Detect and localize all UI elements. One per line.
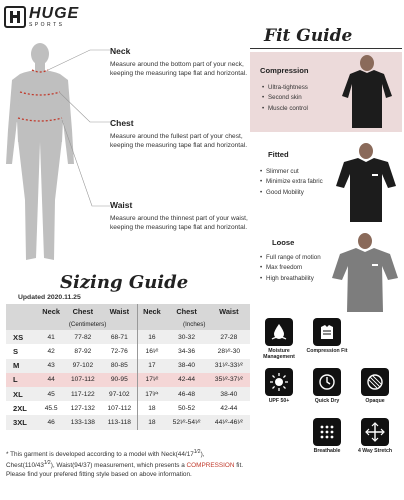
fit-feature: • Minimize extra fabric	[260, 178, 324, 186]
waist-measure	[110, 200, 250, 233]
unit-cell	[6, 318, 38, 330]
brand-name: HUGE	[29, 5, 80, 22]
table-cell: 38-40	[208, 387, 250, 401]
table-cell: 113-118	[101, 415, 138, 429]
fit-guide-title: Fit Guide	[264, 26, 353, 46]
table-row	[6, 415, 250, 429]
chest-measure	[110, 118, 250, 151]
table-cell: 77-82	[65, 330, 102, 344]
table-cell: 42	[47, 347, 55, 355]
neck-measure	[110, 46, 250, 79]
feature-label: Moisture Management	[263, 348, 295, 361]
chest-measure-desc: Measure around the fullest part of your chest, keeping the measuring tape flat and horizontal.	[110, 133, 248, 149]
table-cell: 41	[38, 330, 65, 344]
table-cell: 107-112	[107, 404, 132, 412]
table-cell: 46-48	[165, 387, 207, 401]
table-cell: 42-44	[220, 404, 238, 412]
stretch-icon	[361, 418, 389, 446]
feature-label: Opaque	[365, 398, 385, 404]
fit-feature: • High breathability	[260, 275, 326, 283]
table-header: Neck	[138, 304, 166, 318]
size-cell: XS	[6, 330, 38, 344]
table-cell: 30-32	[165, 330, 207, 344]
brand-sub: SPORTS	[29, 22, 65, 28]
table-header: Chest	[165, 304, 207, 318]
fit-feature: • Max freedom	[260, 264, 326, 272]
table-cell: 127-132	[70, 404, 95, 412]
table-row	[6, 330, 250, 344]
table-header: Waist	[101, 304, 138, 318]
table-cell: 68-71	[101, 330, 138, 344]
quick-dry-icon	[313, 368, 341, 396]
upf-icon	[265, 368, 293, 396]
table-cell: 17¹⁄²	[138, 373, 166, 387]
footnote-text: ), Chest(110/43	[6, 451, 205, 469]
size-table	[6, 304, 250, 430]
table-header-row	[6, 304, 250, 318]
logo-mark-icon	[4, 6, 26, 28]
unit-cell-inches: (Inches)	[138, 318, 250, 330]
compression-shirt-image	[336, 54, 398, 130]
table-cell: 90-95	[101, 373, 138, 387]
neck-measure-title: Neck	[110, 46, 131, 56]
table-cell: 52¹⁄²-54¹⁄²	[165, 415, 207, 429]
size-cell: M	[6, 359, 38, 373]
feature-moisture	[256, 318, 302, 360]
body-measurement-figure	[0, 30, 110, 270]
loose-shirt-image	[330, 232, 400, 314]
footnote-text: * This garment is developed according to a model with Neck(44/17	[6, 451, 194, 459]
table-cell: 107-112	[65, 373, 102, 387]
feature-upf	[256, 368, 302, 404]
fit-feature: • Slimmer cut	[260, 168, 324, 176]
feature-compression	[304, 318, 350, 354]
table-cell: 38-40	[165, 359, 207, 373]
fit-feature: • Muscle control	[262, 105, 332, 113]
table-cell: 44¹⁄²-46¹⁄²	[208, 415, 250, 429]
table-cell: 80-85	[101, 359, 138, 373]
table-header	[6, 304, 38, 318]
table-cell: 133-138	[65, 415, 102, 429]
brand-logo	[4, 4, 79, 30]
feature-stretch	[352, 418, 398, 454]
table-cell: 117-122	[65, 387, 102, 401]
size-cell: L	[6, 373, 38, 387]
feature-label: 4 Way Stretch	[357, 448, 393, 454]
table-cell: 50-52	[178, 404, 196, 412]
table-row	[6, 401, 250, 415]
table-cell: 17³⁄⁴	[138, 387, 166, 401]
opaque-icon	[361, 368, 389, 396]
table-row-highlighted	[6, 373, 250, 387]
updated-date: Updated 2020.11.25	[18, 294, 81, 301]
table-row	[6, 387, 250, 401]
table-cell: 34-36	[178, 347, 196, 355]
table-header: Waist	[208, 304, 250, 318]
unit-cell-centimeters: (Centimeters)	[38, 318, 138, 330]
feature-opaque	[352, 368, 398, 404]
feature-breathable	[304, 418, 350, 454]
fit-card-loose	[250, 230, 402, 316]
feature-quick-dry	[304, 368, 350, 404]
table-cell: 28¹⁄²-30	[217, 347, 241, 355]
fit-name: Compression	[260, 66, 309, 75]
table-header: Chest	[65, 304, 102, 318]
footnote-text: ), Waist(94/37) measurement, which presents a	[50, 461, 187, 469]
footnote-text: fit. Please find your prefered fitting style based on above information.	[6, 461, 243, 478]
table-cell: 31¹⁄²-33¹⁄²	[208, 359, 250, 373]
table-cell: 18	[138, 415, 166, 429]
chest-measure-title: Chest	[110, 118, 134, 128]
fit-feature: • Full range of motion	[260, 254, 326, 262]
table-cell: 17	[138, 359, 166, 373]
table-cell: 45.5	[44, 404, 58, 412]
fit-guide-divider	[250, 48, 402, 49]
table-cell: 87-92	[74, 347, 92, 355]
footnote-fraction: 1⁄2	[43, 459, 51, 466]
fit-name: Fitted	[268, 150, 289, 159]
table-cell: 97-102	[101, 387, 138, 401]
table-cell: 35¹⁄²-37¹⁄²	[208, 373, 250, 387]
table-cell: 45	[38, 387, 65, 401]
fit-feature: • Second skin	[262, 94, 332, 102]
waist-measure-title: Waist	[110, 200, 133, 210]
neck-measure-desc: Measure around the bottom part of your neck, keeping the measuring tape flat and horizontal.	[110, 61, 248, 77]
size-cell: S	[13, 346, 19, 356]
fit-card-fitted	[250, 140, 402, 226]
size-cell: 3XL	[6, 415, 38, 429]
table-header: Neck	[38, 304, 65, 318]
table-cell: 43	[38, 359, 65, 373]
size-cell: XL	[6, 387, 38, 401]
moisture-icon	[265, 318, 293, 346]
table-cell: 42-44	[165, 373, 207, 387]
footnote-emphasis: COMPRESSION	[186, 461, 235, 469]
compression-icon	[313, 318, 341, 346]
table-row	[6, 344, 250, 358]
table-cell: 97-102	[65, 359, 102, 373]
table-cell: 72-76	[110, 347, 128, 355]
fit-footnote	[6, 449, 250, 479]
footnote-fraction: 1⁄2	[193, 449, 201, 455]
table-cell: 27-28	[208, 330, 250, 344]
fit-feature: • Good Mobility	[260, 189, 324, 197]
table-unit-row	[6, 318, 250, 330]
table-cell: 16	[138, 330, 166, 344]
fit-feature: • Ultra-tightness	[262, 84, 332, 92]
feature-label: Compression Fit	[306, 348, 348, 354]
fitted-shirt-image	[332, 142, 400, 224]
fit-card-compression	[250, 52, 402, 132]
sizing-guide-title: Sizing Guide	[60, 272, 189, 293]
feature-label: Breathable	[313, 448, 341, 454]
table-cell: 46	[38, 415, 65, 429]
table-row	[6, 359, 250, 373]
table-cell: 16¹⁄²	[138, 344, 166, 358]
feature-label: UPF 50+	[268, 398, 290, 404]
breathable-icon	[313, 418, 341, 446]
table-cell: 18	[138, 401, 166, 415]
feature-label: Quick Dry	[314, 398, 340, 404]
table-cell: 44	[38, 373, 65, 387]
size-cell: 2XL	[13, 403, 27, 413]
waist-measure-desc: Measure around the thinnest part of your waist, keeping the measuring tape flat and horizontal.	[110, 215, 248, 231]
fit-name: Loose	[272, 238, 295, 247]
